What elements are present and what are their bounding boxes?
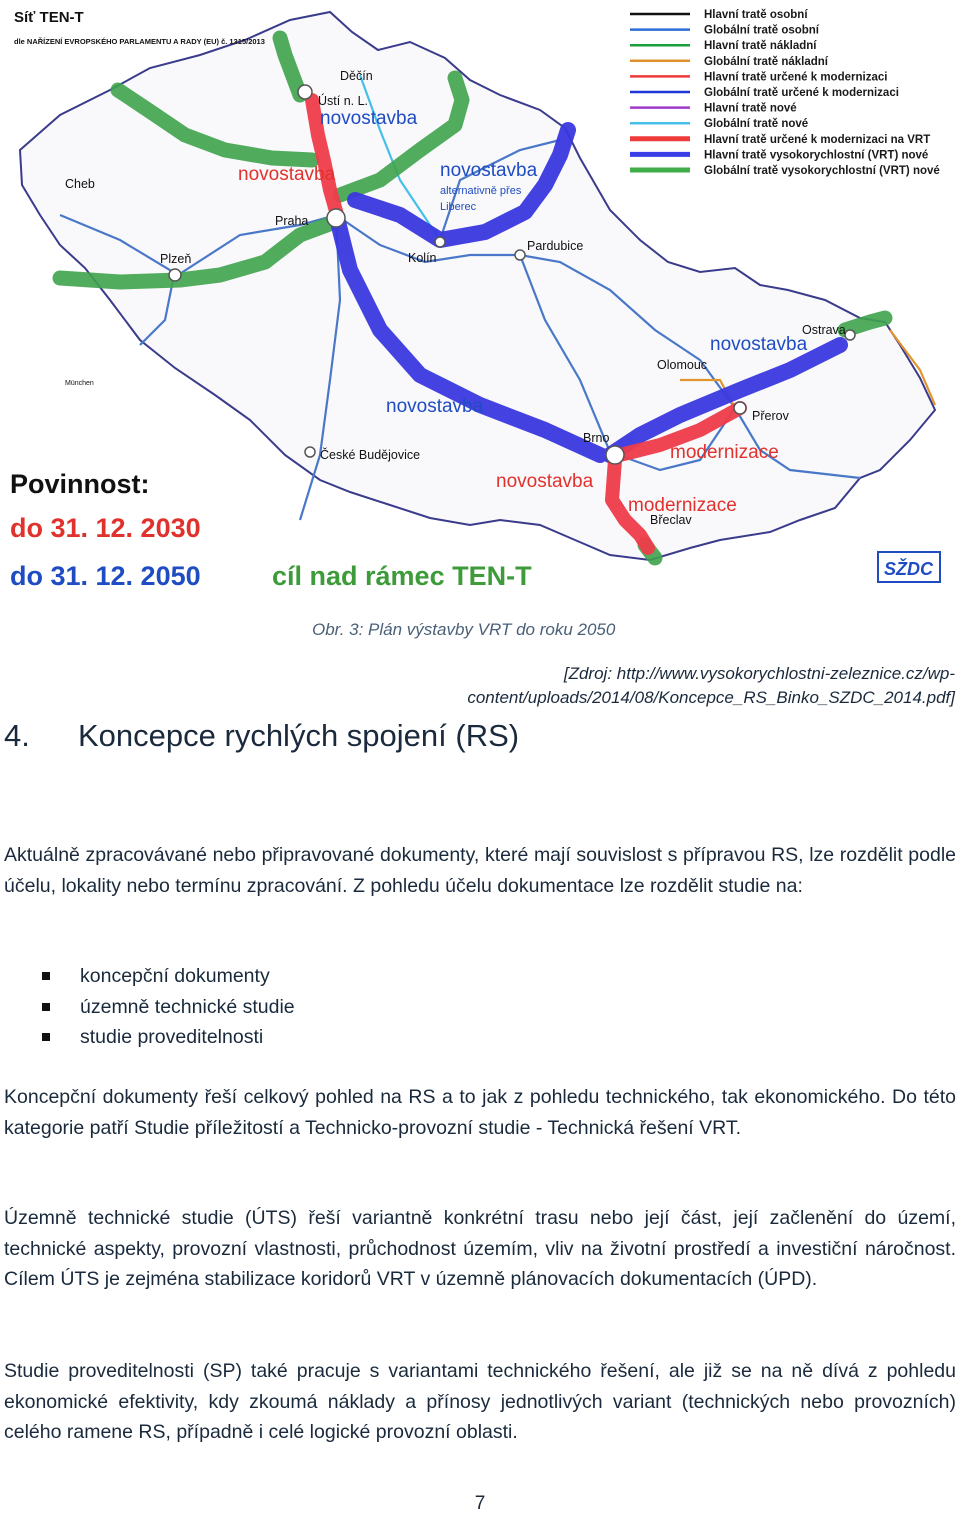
list-item — [4, 961, 295, 992]
node-plzen — [169, 269, 181, 281]
list-item — [4, 992, 295, 1023]
obligation-2030: do 31. 12. 2030 — [10, 513, 201, 543]
section-heading — [4, 718, 519, 754]
node-ostrava — [845, 330, 855, 340]
figure-source: [Zdroj: http://www.vysokorychlostni-zeleznice.cz/wp-content/uploads/2014/08/Koncepce_RS_Binko_SZDC_2014.pdf] — [467, 664, 955, 707]
label-novostavba-west: novostavba — [238, 164, 336, 185]
list-item — [4, 1022, 295, 1053]
label-modernizace-prerov: modernizace — [670, 442, 779, 463]
label-alternative-1: alternativně přes — [440, 185, 522, 197]
node-usti — [298, 85, 312, 99]
list-item-text: územně technické studie — [80, 995, 295, 1018]
node-budejovice — [305, 447, 315, 457]
legend-label: Globální tratě nákladní — [704, 55, 828, 68]
city-munchen: München — [65, 380, 94, 387]
bullet-square-icon — [42, 1033, 50, 1041]
node-praha — [327, 209, 345, 227]
legend-label: Globální tratě vysokorychlostní (VRT) nové — [704, 165, 940, 177]
svg-text:SŽDC: SŽDC — [884, 559, 933, 579]
legend-label: Hlavní tratě osobní — [704, 9, 808, 21]
bullet-square-icon — [42, 1003, 50, 1011]
city-decin: Děčín — [340, 69, 373, 83]
bullet-square-icon — [42, 972, 50, 980]
section-title: Koncepce rychlých spojení (RS) — [78, 718, 520, 753]
city-cheb: Cheb — [65, 177, 95, 191]
node-prerov — [734, 402, 746, 414]
node-brno — [606, 446, 624, 464]
obligation-title: Povinnost: — [10, 469, 150, 499]
city-pardubice: Pardubice — [527, 239, 584, 253]
legend-label: Globální tratě určené k modernizaci — [704, 87, 899, 99]
legend-label: Hlavní tratě vysokorychlostní (VRT) nové — [704, 149, 929, 162]
map-figure — [0, 0, 960, 610]
legend-label: Hlavní tratě nové — [704, 102, 797, 115]
figure-caption: Obr. 3: Plán výstavby VRT do roku 2050 — [312, 620, 616, 639]
label-novostavba-south: novostavba — [496, 471, 594, 492]
paragraph-sp: Studie proveditelnosti (SP) také pracuje s variantami technického řešení, ale již se na ně dívá z pohledu ekonomické efektivity, kdy zkoumá náklady a přínosy jednotlivých variant (technických nebo provozních) celého ramene RS, případně i celé logické provozní oblasti. — [4, 1360, 956, 1443]
city-prerov: Přerov — [752, 409, 789, 423]
legend-label: Hlavní tratě nákladní — [704, 40, 817, 53]
city-olomouc: Olomouc — [657, 358, 708, 372]
city-breclav: Břeclav — [650, 513, 692, 527]
obligation-2050: do 31. 12. 2050 — [10, 561, 201, 591]
city-kolin: Kolín — [408, 251, 437, 265]
paragraph-intro: Aktuálně zpracovávané nebo připravované dokumenty, které mají souvislost s přípravou RS, lze rozdělit podle účelu, lokality nebo termínu zpracování. Z pohledu účelu dokumentace lze rozdělit studie na: — [4, 844, 956, 897]
paragraph-koncepcni: Koncepční dokumenty řeší celkový pohled na RS a to jak z pohledu technického, tak ekonomického. Do této kategorie patří Studie příležitostí a Technicko-provozní studie - Technická řešení VRT. — [4, 1086, 956, 1139]
city-budejovice: České Budějovice — [320, 448, 421, 462]
label-alternative-2: Liberec — [440, 201, 477, 213]
node-kolin — [435, 237, 445, 247]
szdc-logo — [878, 552, 940, 582]
city-praha: Praha — [275, 214, 309, 228]
label-modernizace-breclav: modernizace — [628, 495, 737, 516]
map-title: Síť TEN-T — [14, 9, 84, 26]
label-novostavba-center: novostavba — [386, 396, 484, 417]
label-novostavba-moravia: novostavba — [710, 334, 808, 355]
study-types-list — [4, 961, 295, 1053]
list-item-text: studie proveditelnosti — [80, 1026, 264, 1048]
label-novostavba-east: novostavba — [440, 160, 538, 181]
legend-label: Hlavní tratě určené k modernizaci na VRT — [704, 133, 931, 146]
paragraph-uts: Územně technické studie (ÚTS) řeší variantně konkrétní trasu nebo její část, její začlenění do území, technické aspekty, provozní vlastnosti, průchodnost územím, vliv na životní prostředí a investiční náročnost. Cílem ÚTS je zejména stabilizace koridorů VRT v územně plánovacích dokumentacích (ÚPD). — [4, 1207, 956, 1290]
legend-label: Globální tratě osobní — [704, 24, 820, 37]
city-usti: Ústí n. L. — [318, 94, 369, 108]
obligation-beyond: cíl nad rámec TEN-T — [272, 561, 532, 591]
label-novostavba-usti: novostavba — [320, 108, 418, 129]
legend-label: Globální tratě nové — [704, 118, 809, 131]
city-brno: Brno — [583, 431, 610, 445]
section-number: 4. — [4, 718, 30, 753]
legend-label: Hlavní tratě určené k modernizaci — [704, 71, 888, 84]
city-plzen: Plzeň — [160, 252, 192, 266]
city-ostrava: Ostrava — [802, 323, 846, 337]
list-item-text: koncepční dokumenty — [80, 965, 270, 987]
map-subtitle: dle NAŘÍZENÍ EVROPSKÉHO PARLAMENTU A RADY (EU) č. 1315/2013 — [14, 37, 265, 46]
node-pardubice — [515, 250, 525, 260]
page-number: 7 — [474, 1493, 486, 1514]
